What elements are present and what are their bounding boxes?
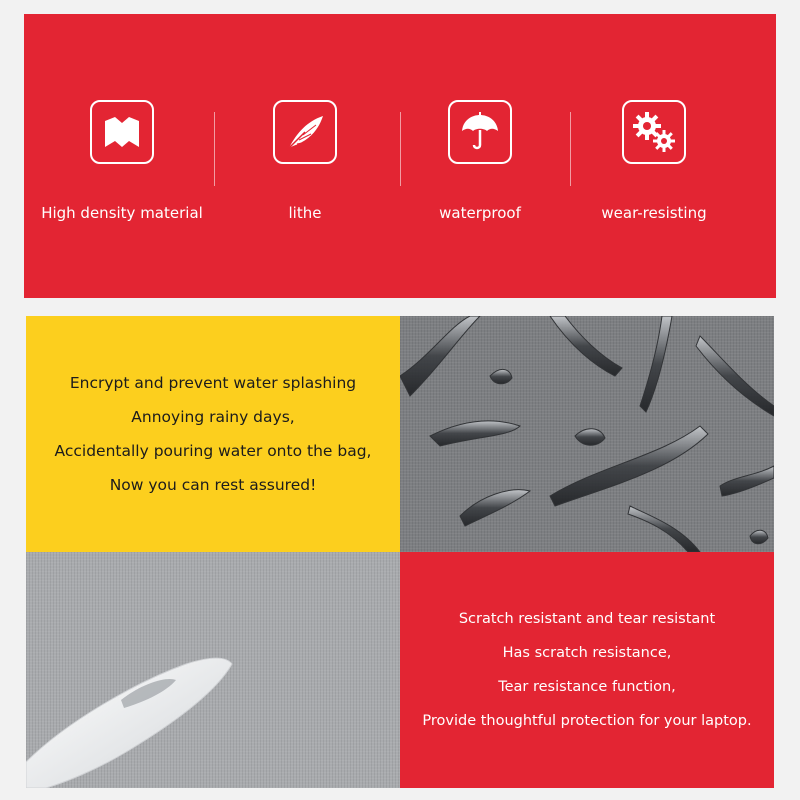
gears-icon xyxy=(622,100,686,164)
water-on-fabric-image xyxy=(400,316,774,552)
feature-waterproof xyxy=(390,100,570,222)
feature-banner xyxy=(24,14,776,298)
map-fold-icon xyxy=(90,100,154,164)
text-line: Tear resistance function, xyxy=(498,679,676,695)
umbrella-icon xyxy=(448,100,512,164)
text-line: Has scratch resistance, xyxy=(502,645,672,661)
text-line: Scratch resistant and tear resistant xyxy=(458,611,716,627)
text-line: Annoying rainy days, xyxy=(131,408,295,426)
text-line: Now you can rest assured! xyxy=(109,476,317,494)
feature-lithe xyxy=(215,100,395,222)
feature-label: lithe xyxy=(288,204,322,222)
scratch-text-panel xyxy=(400,552,774,788)
feature-high-density xyxy=(32,100,212,222)
text-line: Accidentally pouring water onto the bag, xyxy=(54,442,372,460)
waterproof-text-panel xyxy=(26,316,400,552)
feature-wear-resisting xyxy=(564,100,744,222)
text-line: Provide thoughtful protection for your laptop. xyxy=(422,713,752,729)
knife-on-fabric-image xyxy=(26,552,400,788)
feature-label: High density material xyxy=(41,204,203,222)
text-line: Encrypt and prevent water splashing xyxy=(69,374,357,392)
feature-label: waterproof xyxy=(439,204,521,222)
feather-icon xyxy=(273,100,337,164)
feature-label: wear-resisting xyxy=(601,204,707,222)
